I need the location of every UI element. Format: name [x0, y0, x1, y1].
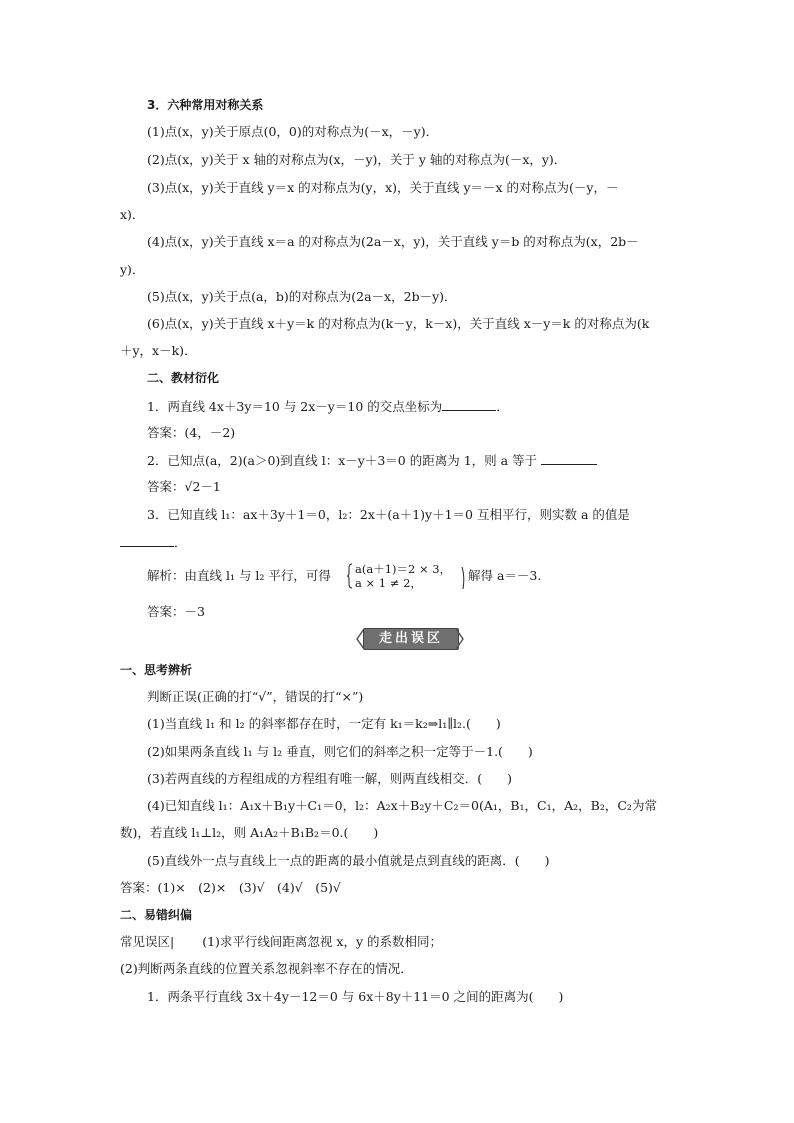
right-bracket-icon — [461, 563, 467, 589]
symmetry-item-6-line-1: (6)点(x，y)关于直线 x＋y＝k 的对称点为(k－y，k－x)，关于直线 x－y＝k 的对称点为(k — [147, 316, 650, 331]
question-2-text: 2．已知点(a，2)(a＞0)到直线 l：x－y＋3＝0 的距离为 1，则 a 等于 — [147, 453, 538, 468]
question-1-end: ． — [496, 399, 509, 414]
symmetry-item-2: (2)点(x，y)关于 x 轴的对称点为(x，－y)，关于 y 轴的对称点为(－x，y)． — [147, 152, 567, 167]
answer-2: 答案：√2－1 — [147, 479, 221, 494]
statement-4-line-2: 数)，若直线 l₁⊥l₂，则 A₁A₂＋B₁B₂＝0.( ) — [120, 825, 379, 840]
left-brace-icon — [347, 563, 353, 589]
section-heading-symmetry: 3．六种常用对称关系 — [147, 98, 264, 112]
banner-right-ornament-icon — [455, 628, 465, 650]
statement-3: (3)若两直线的方程组成的方程组有唯一解，则两直线相交．( ) — [147, 771, 512, 786]
analysis-suffix: 解得 a＝－3. — [468, 568, 542, 583]
answer-3: 答案：－3 — [147, 604, 205, 619]
errors-line-1 — [0, 934, 794, 950]
analysis-prefix: 解析：由直线 l₁ 与 l₂ 平行，可得 — [147, 568, 331, 583]
symmetry-item-3-line-1: (3)点(x，y)关于直线 y＝x 的对称点为(y，x)，关于直线 y＝－x 的对称点为(－y，－ — [147, 180, 619, 195]
question-3-end: ． — [174, 535, 187, 550]
banner-label: 走出误区 — [363, 628, 459, 650]
symmetry-item-4-line-1: (4)点(x，y)关于直线 x＝a 的对称点为(2a－x，y)，关于直线 y＝b 的对称点为(x，2b－ — [147, 234, 639, 249]
answer-1: 答案：(4，－2) — [147, 425, 236, 440]
section-heading-thinking: 一、思考辨析 — [120, 663, 193, 677]
answer-blank — [442, 398, 496, 411]
error-question-1: 1．两条平行直线 3x＋4y－12＝0 与 6x＋8y＋11＝0 之间的距离为( ) — [147, 989, 564, 1004]
symmetry-item-6-line-2: ＋y，x－k)． — [120, 343, 197, 358]
equation-row-2: a × 1 ≠ 2， — [355, 576, 422, 590]
section-banner — [355, 628, 465, 650]
symmetry-item-3-line-2: x)． — [120, 207, 145, 222]
statement-2: (2)如果两条直线 l₁ 与 l₂ 垂直，则它们的斜率之积一定等于－1.( ) — [147, 744, 533, 759]
equation-row-1: a(a＋1)＝2 × 3， — [355, 562, 452, 576]
question-1-text: 1．两直线 4x＋3y＝10 与 2x－y＝10 的交点坐标为 — [147, 399, 443, 414]
statement-4-line-1: (4)已知直线 l₁：A₁x＋B₁y＋C₁＝0，l₂：A₂x＋B₂y＋C₂＝0(A₁，B₁，C₁，A₂，B₂，C₂为常 — [147, 798, 657, 813]
answer-blank — [541, 452, 597, 465]
thinking-answer: 答案：(1)× (2)× (3)√ (4)√ (5)√ — [120, 880, 341, 895]
thinking-intro: 判断正误(正确的打“√”，错误的打“×”) — [147, 689, 364, 704]
error-item-2: (2)判断两条直线的位置关系忽视斜率不存在的情况． — [120, 961, 413, 976]
statement-1: (1)当直线 l₁ 和 l₂ 的斜率都存在时，一定有 k₁＝k₂⇒l₁∥l₂.( ) — [147, 716, 501, 731]
error-item-1: (1)求平行线间距离忽视 x，y 的系数相同； — [202, 934, 442, 949]
equation-system — [347, 563, 467, 593]
symmetry-item-1: (1)点(x，y)关于原点(0，0)的对称点为(－x，－y)． — [147, 124, 439, 139]
symmetry-item-5: (5)点(x，y)关于点(a，b)的对称点为(2a－x，2b－y)． — [147, 289, 457, 304]
section-heading-errors: 二、易错纠偏 — [120, 908, 193, 922]
question-2 — [0, 452, 794, 469]
symmetry-item-4-line-2: y)． — [120, 262, 145, 277]
question-3-line-1: 3．已知直线 l₁：ax＋3y＋1＝0，l₂：2x＋(a＋1)y＋1＝0 互相平行，则实数 a 的值是 — [147, 507, 630, 522]
answer-blank — [120, 534, 174, 547]
statement-5: (5)直线外一点与直线上一点的距离的最小值就是点到直线的距离．( ) — [147, 853, 550, 868]
errors-label: 常见误区| — [120, 934, 175, 949]
question-3-line-2 — [0, 534, 794, 551]
question-1 — [0, 398, 794, 415]
section-heading-textbook: 二、教材衍化 — [147, 371, 220, 385]
